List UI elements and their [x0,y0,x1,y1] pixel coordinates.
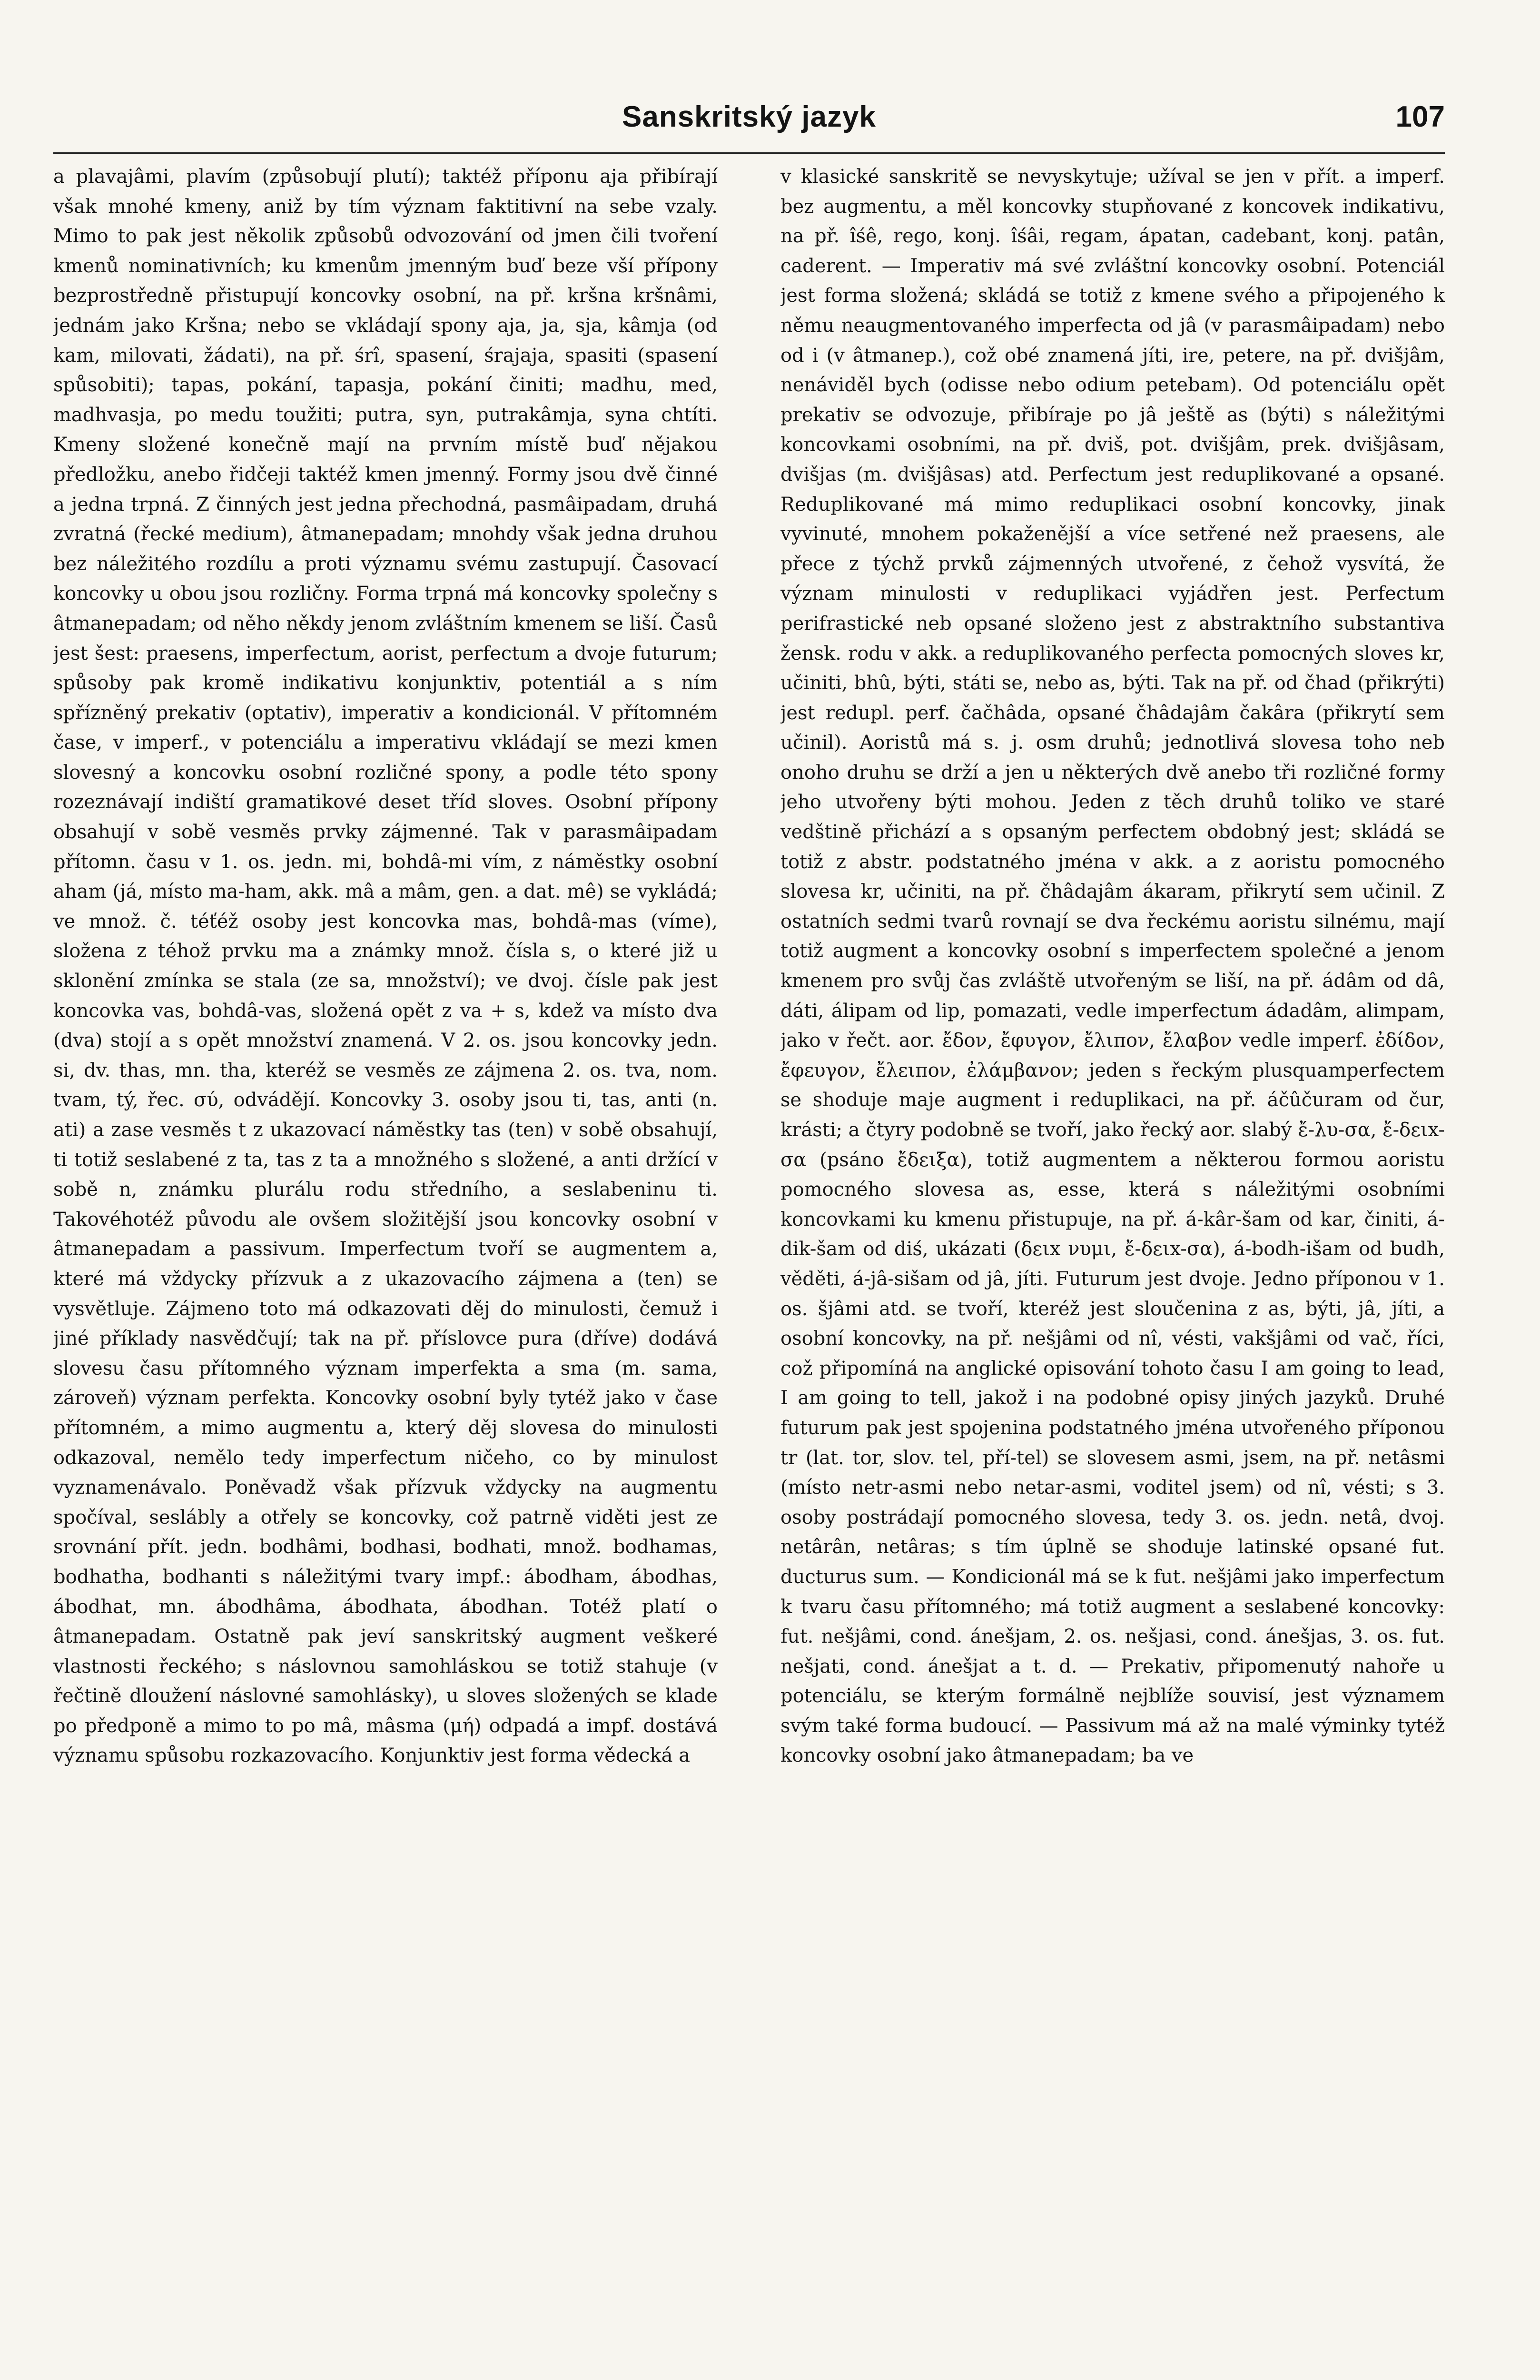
right-column [780,162,1445,2380]
left-column-text: a plavajâmi, plavím (způsobují plutí); taktéž příponu aja přibírají však mnohé kmeny, aniž by tím význam faktitivní na sebe vzaly. Mimo to pak jest několik způsobů odvozování od jmen čili tvoření kmenů nominativních; ku kmenům jmenným buď beze vší přípony bezprostředně přistupují koncovky osobní, na př. kršna kršnâmi, jednám jako Kršna; nebo se vkládají spony aja, ja, sja, kâmja (od kam, milovati, žádati), na př. śrî, spasení, śrajaja, spasiti (spasení spůsobiti); tapas, pokání, tapasja, pokání činiti; madhu, med, madhvasja, po medu toužiti; putra, syn, putrakâmja, syna chtíti. Kmeny složené konečně mají na prvním místě buď nějakou předložku, anebo řidčeji taktéž kmen jmenný. Formy jsou dvě činné a jedna trpná. Z činných jest jedna přechodná, pasmâipadam, druhá zvratná (řecké medium), âtmanepadam; mnohdy však jedna druhou bez náležitého rozdílu a proti významu svému zastupují. Časovací koncovky u obou jsou rozličny. Forma trpná má koncovky společny s âtmanepadam; od něho někdy jenom zvláštním kmenem se liší. Časů jest šest: praesens, imperfectum, aorist, perfectum a dvoje futurum; spůsoby pak kromě indikativu konjunktiv, potentiál a s ním spřízněný prekativ (optativ), imperativ a kondicionál. V přítomném čase, v imperf., v potenciálu a imperativu vkládají se mezi kmen slovesný a koncovku osobní rozličné spony, a podle této spony rozeznávají indiští gramatikové deset tříd sloves. Osobní přípony obsahují v sobě vesměs prvky zájmenné. Tak v parasmâipadam přítomn. času v 1. os. jedn. mi, bohdâ-mi vím, z náměstky osobní aham (já, místo ma-ham, akk. mâ a mâm, gen. a dat. mê) se vykládá; ve množ. č. téťéž osoby jest koncovka mas, bohdâ-mas (víme), složena z téhož prvku ma a známky množ. čísla s, o které již u sklonění zmínka se stala (ze sa, množství); ve dvoj. čísle pak jest koncovka vas, bohdâ-vas, složená opět z va + s, kdež va místo dva (dva) stojí a s opět množství znamená. V 2. os. jsou koncovky jedn. si, dv. thas, mn. tha, kteréž se vesměs ze zájmena 2. os. tva, nom. tvam, tý, řec. σύ, odvádějí. Koncovky 3. osoby jsou ti, tas, anti (n. ati) a zase vesměs t z ukazovací náměstky tas (ten) v sobě obsahují, ti totiž seslabené z ta, tas z ta a množného s složené, a anti držící v sobě n, známku plurálu rodu středního, a seslabeninu ti. Takovéhotéž původu ale ovšem složitější jsou koncovky osobní v âtmanepadam a passivum. Imperfectum tvoří se augmentem a, které má vždycky přízvuk a z ukazovacího zájmena a (ten) se vysvětluje. Zájmeno toto má odkazovati děj do minulosti, čemuž i jiné příklady nasvědčují; tak na př. příslovce pura (dříve) dodává slovesu času přítomného význam imperfekta a sma (m. sama, zároveň) význam perfekta. Koncovky osobní byly tytéž jako v čase přítomném, a mimo augmentu a, který děj slovesa do minulosti odkazoval, nemělo tedy imperfectum ničeho, co by minulost vyznamenávalo. Poněvadž však přízvuk vždycky na augmentu spočíval, seslábly a otřely se koncovky, což patrně viděti jest ze srovnání přít. jedn. bodhâmi, bodhasi, bodhati, množ. bodhamas, bodhatha, bodhanti s náležitými tvary impf.: ábodham, ábodhas, ábodhat, mn. ábodhâma, ábodhata, ábodhan. Totéž platí o âtmanepadam. Ostatně pak jeví sanskritský augment veškeré vlastnosti řeckého; s náslovnou samohláskou se totiž stahuje (v řečtině dloužení náslovné samohlásky), u sloves složených se klade po předponě a mimo to po mâ, mâsma (μή) odpadá a impf. dostává významu spůsobu rozkazovacího. Konjunktiv jest forma vědecká a [53,166,718,1767]
page-header [53,100,1445,154]
text-columns [53,162,1445,2380]
page-number: 107 [1395,100,1445,133]
left-column [53,162,718,2380]
running-title: Sanskritský jazyk [622,100,876,133]
right-column-text: v klasické sanskritě se nevyskytuje; užíval se jen v přít. a imperf. bez augmentu, a měl koncovky stupňované z koncovek indikativu, na př. îśê, rego, konj. îśâi, regam, ápatan, cadebant, konj. patân, caderent. — Imperativ má své zvláštní koncovky osobní. Potenciál jest forma složená; skládá se totiž z kmene svého a připojeného k němu neaugmentovaného imperfecta od jâ (v parasmâipadam) nebo od i (v âtmanep.), což obé znamená jíti, ire, petere, na př. dvišjâm, nenáviděl bych (odisse nebo odium petebam). Od potenciálu opět prekativ se odvozuje, přibíraje po jâ ještě as (býti) s náležitými koncovkami osobními, na př. dviš, pot. dvišjâm, prek. dvišjâsam, dvišjas (m. dvišjâsas) atd. Perfectum jest reduplikované a opsané. Reduplikované má mimo reduplikaci osobní koncovky, jinak vyvinuté, mnohem pokaženější a více setřené než praesens, ale přece z týchž prvků zájmenných utvořené, z čehož vysvítá, že význam minulosti v reduplikaci vyjádřen jest. Perfectum perifrastické neb opsané složeno jest z abstraktního substantiva žensk. rodu v akk. a reduplikovaného perfecta pomocných sloves kr, učiniti, bhû, býti, státi se, nebo as, býti. Tak na př. od čhad (přikrýti) jest redupl. perf. čačhâda, opsané čhâdajâm čakâra (přikrytí sem učinil). Aoristů má s. j. osm druhů; jednotlivá slovesa toho neb onoho druhu se drží a jen u některých dvě anebo tři rozličné formy jeho utvořeny býti mohou. Jeden z těch druhů toliko ve staré vedštině přichází a s opsaným perfectem obdobný jest; skládá se totiž z abstr. podstatného jména v akk. a z aoristu pomocného slovesa kr, učiniti, na př. čhâdajâm ákaram, přikrytí sem učinil. Z ostatních sedmi tvarů rovnají se dva řeckému aoristu silnému, mají totiž augment a koncovky osobní s imperfectem společné a jenom kmenem pro svůj čas zvláště utvořeným se liší, na př. ádâm od dâ, dáti, álipam od lip, pomazati, vedle imperfectum ádadâm, alimpam, jako v řečt. aor. ἔδον, ἔφυγον, ἔλιπον, ἔλαβον vedle imperf. ἐδίδον, ἔφευγον, ἔλειπον, ἐλάμβανον; jeden s řeckým plusquamperfectem se shoduje maje augment i reduplikaci, na př. áčûčuram od čur, krásti; a čtyry podobně se tvoří, jako řecký aor. slabý ἔ-λυ-σα, ἔ-δειx-σα (psáno ἔδειξα), totiž augmentem a některou formou aoristu pomocného slovesa as, esse, která s náležitými osobními koncovkami ku kmenu přistupuje, na př. á-kâr-šam od kar, činiti, á-dik-šam od diś, ukázati (δειx νυμι, ἔ-δειx-σα), á-bodh-išam od budh, věděti, á-jâ-sišam od jâ, jíti. Futurum jest dvoje. Jedno příponou v 1. os. šjâmi atd. se tvoří, kteréž jest sloučenina z as, býti, jâ, jíti, a osobní koncovky, na př. nešjâmi od nî, vésti, vakšjâmi od vač, říci, což připomíná na anglické opisování tohoto času I am going to lead, I am going to tell, jakož i na podobné opisy jiných jazyků. Druhé futurum pak jest spojenina podstatného jména utvořeného příponou tr (lat. tor, slov. tel, pří-tel) se slovesem asmi, jsem, na př. netâsmi (místo netr-asmi nebo netar-asmi, voditel jsem) od nî, vésti; s 3. osoby postrádají pomocného slovesa, tedy 3. os. jedn. netâ, dvoj. netârân, netâras; s tím úplně se shoduje latinské opsané fut. ducturus sum. — Kondicionál má se k fut. nešjâmi jako imperfectum k tvaru času přítomného; má totiž augment a seslabené koncovky: fut. nešjâmi, cond. ánešjam, 2. os. nešjasi, cond. ánešjas, 3. os. fut. nešjati, cond. ánešjat a t. d. — Prekativ, připomenutý nahoře u potenciálu, se kterým formálně nejblíže souvisí, jest významem svým také forma budoucí. — Passivum má až na malé výminky tytéž koncovky osobní jako âtmanepadam; ba ve [780,166,1445,1767]
